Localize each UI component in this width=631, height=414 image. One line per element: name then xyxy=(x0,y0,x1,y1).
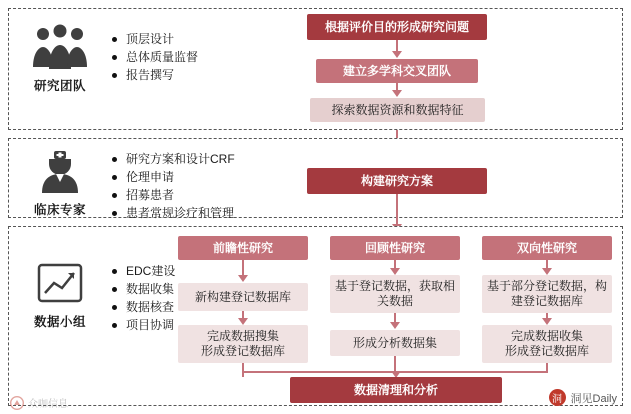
node-build-plan: 构建研究方案 xyxy=(307,168,487,194)
arrow-plan-to-data xyxy=(396,194,398,224)
arrow-head-team-to-explore xyxy=(392,90,402,97)
node-text-line1: 完成数据收集 xyxy=(510,329,583,343)
node-bidirectional-study: 双向性研究 xyxy=(482,236,612,260)
list-item: 研究方案和设计CRF xyxy=(112,150,235,168)
arrow-join-right xyxy=(394,371,548,373)
bullets-clinical-experts xyxy=(112,150,235,222)
arrow-head-bidir-2 xyxy=(542,318,552,325)
watermark-left-text: 众咖信息 xyxy=(28,399,68,410)
list-item: EDC建设 xyxy=(112,262,175,280)
doctor-icon xyxy=(14,146,106,198)
watermark-right-text: 洞见Daily xyxy=(570,392,617,405)
list-item: 数据收集 xyxy=(112,280,175,298)
watermark-badge-icon: 洞 xyxy=(549,389,566,406)
watermark-right xyxy=(549,389,617,406)
node-prospective-step1: 新构建登记数据库 xyxy=(178,283,308,311)
node-text-line2: 形成登记数据库 xyxy=(504,344,589,358)
node-clean-and-analyze: 数据清理和分析 xyxy=(290,377,502,403)
arrow-head-retro-1 xyxy=(390,268,400,275)
list-item: 项目协调 xyxy=(112,316,175,334)
node-text-line1: 完成数据搜集 xyxy=(206,329,279,343)
node-text-line2: 形成登记数据库 xyxy=(200,344,285,358)
arrow-team-to-explore xyxy=(396,83,398,90)
arrow-head-bidir-1 xyxy=(542,268,552,275)
role-label: 临床专家 xyxy=(33,203,86,217)
node-explore-data: 探索数据资源和数据特征 xyxy=(310,98,485,122)
node-research-question: 根据评价目的形成研究问题 xyxy=(307,14,487,40)
list-item: 顶层设计 xyxy=(112,30,198,48)
arrow-pros-1 xyxy=(242,260,244,275)
list-item: 数据核查 xyxy=(112,298,175,316)
arrow-pros-3 xyxy=(242,363,244,377)
list-item: 患者常规诊疗和管理 xyxy=(112,204,235,222)
node-retrospective-step2: 形成分析数据集 xyxy=(330,330,460,356)
arrow-head-retro-2 xyxy=(390,322,400,329)
arrow-head-q-to-team xyxy=(392,51,402,58)
bullets-research-team xyxy=(112,30,198,84)
node-prospective-step2 xyxy=(178,325,308,363)
node-prospective-study: 前瞻性研究 xyxy=(178,236,308,260)
people-group-icon xyxy=(14,22,106,74)
role-research-team xyxy=(14,22,106,94)
arrow-pros-2 xyxy=(242,311,244,318)
role-clinical-experts xyxy=(14,146,106,218)
node-retrospective-step1: 基于登记数据，获取相关数据 xyxy=(330,275,460,313)
list-item: 伦理申请 xyxy=(112,168,235,186)
logo-icon xyxy=(10,396,24,410)
arrow-head-pros-2 xyxy=(238,318,248,325)
role-data-group xyxy=(14,258,106,330)
watermark-left xyxy=(10,395,68,410)
node-bidirectional-step1: 基于部分登记数据，构建登记数据库 xyxy=(482,275,612,313)
role-label: 数据小组 xyxy=(33,315,86,329)
list-item: 招募患者 xyxy=(112,186,235,204)
list-item: 总体质量监督 xyxy=(112,48,198,66)
list-item: 报告撰写 xyxy=(112,66,198,84)
node-retrospective-study: 回顾性研究 xyxy=(330,236,460,260)
arrow-join-left xyxy=(242,371,396,373)
chart-growth-icon xyxy=(14,258,106,310)
arrow-head-pros-1 xyxy=(238,275,248,282)
node-multidiscipline-team: 建立多学科交叉团队 xyxy=(316,59,478,83)
bullets-data-group xyxy=(112,262,175,334)
role-label: 研究团队 xyxy=(33,79,86,93)
node-bidirectional-step2 xyxy=(482,325,612,363)
